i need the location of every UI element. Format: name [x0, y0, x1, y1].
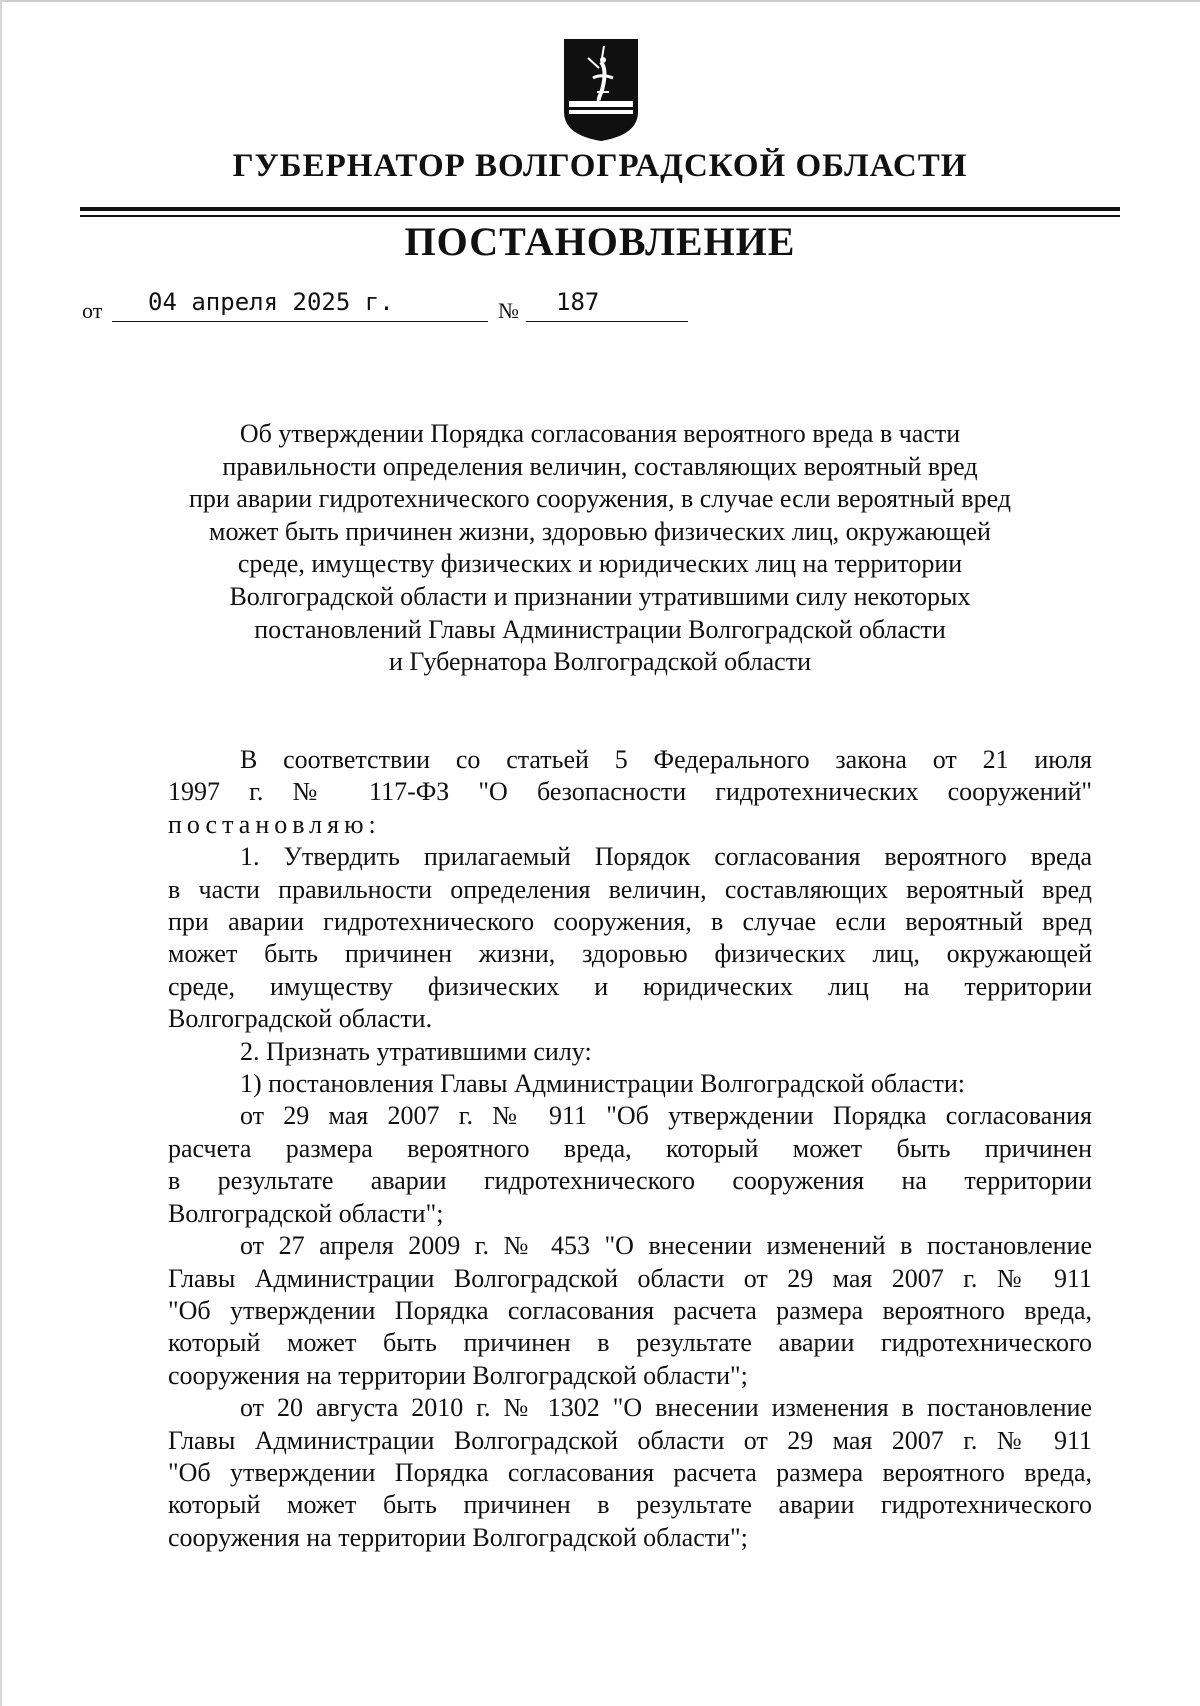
heading-line: и Губернатора Волгоградской области [389, 647, 811, 677]
body-line: в результате аварии гидротехнического сооружения на территории [168, 1166, 1092, 1196]
header-rule-thin [80, 215, 1120, 217]
body-line: "Об утверждении Порядка согласования расчета размера вероятного вреда, [168, 1295, 1092, 1325]
number-field-line [526, 321, 688, 322]
body-line: сооружения на территории Волгоградской области"; [168, 1360, 748, 1390]
body-line: Волгоградской области. [168, 1004, 433, 1034]
heading-line: может быть причинен жизни, здоровью физических лиц, окружающей [209, 516, 991, 546]
body-line: Главы Администрации Волгоградской области от 29 мая 2007 г. № 911 [168, 1263, 1092, 1293]
body-line: 2. Признать утратившими силу: [240, 1036, 592, 1066]
body-line: 1. Утвердить прилагаемый Порядок согласования вероятного вреда [240, 842, 1092, 872]
body-line: может быть причинен жизни, здоровью физических лиц, окружающей [168, 939, 1092, 969]
body-line: 1997 г. № 117-ФЗ "О безопасности гидротехнических сооружений" [168, 777, 1092, 807]
body-line: сооружения на территории Волгоградской области"; [168, 1522, 748, 1552]
body-line: расчета размера вероятного вреда, который может быть причинен [168, 1133, 1092, 1163]
body-line: от 20 августа 2010 г. № 1302 "О внесении изменения в постановление [240, 1393, 1092, 1423]
heading-line: Волгоградской области и признании утратившими силу некоторых [229, 581, 971, 611]
date-label: от [82, 298, 103, 323]
body-line: от 27 апреля 2009 г. № 453 "О внесении изменений в постановление [240, 1231, 1092, 1261]
document-heading [120, 418, 1080, 679]
body-line: среде, имуществу физических и юридических лиц на территории [168, 971, 1092, 1001]
heading-line: постановлений Главы Администрации Волгоградской области [254, 614, 946, 644]
body-line: в части правильности определения величин, составляющих вероятный вред [168, 874, 1092, 904]
body-line: Волгоградской области"; [168, 1198, 444, 1228]
body-line: при аварии гидротехнического сооружения, в случае если вероятный вред [168, 907, 1092, 937]
document-body [168, 744, 1092, 1554]
body-line: от 29 мая 2007 г. № 911 "Об утверждении Порядка согласования [240, 1101, 1092, 1131]
body-line: постановляю: [168, 809, 381, 839]
heading-line: при аварии гидротехнического сооружения, в случае если вероятный вред [188, 484, 1011, 514]
heading-line: Об утверждении Порядка согласования вероятного вреда в части [239, 419, 961, 448]
scan-edge-top [0, 0, 1200, 2]
organization-title: ГУБЕРНАТОР ВОЛГОГРАДСКОЙ ОБЛАСТИ [232, 148, 968, 184]
body-line: В соответствии со статьей 5 Федерального закона от 21 июля [240, 745, 1092, 774]
coat-of-arms-icon [563, 38, 639, 142]
date-field-line [112, 321, 488, 322]
number-label: № [498, 298, 519, 323]
header-rule-thick [80, 207, 1120, 211]
body-line: 1) постановления Главы Администрации Волгоградской области: [240, 1069, 965, 1099]
date-value: 04 апреля 2025 г. [148, 288, 394, 316]
body-line: Главы Администрации Волгоградской области от 29 мая 2007 г. № 911 [168, 1425, 1092, 1455]
body-line: "Об утверждении Порядка согласования расчета размера вероятного вреда, [168, 1457, 1092, 1487]
number-value: 187 [556, 288, 600, 316]
body-line: который может быть причинен в результате аварии гидротехнического [168, 1490, 1092, 1520]
document-type-title: ПОСТАНОВЛЕНИЕ [404, 219, 796, 264]
heading-line: среде, имуществу физических и юридических лиц на территории [237, 549, 963, 579]
heading-line: правильности определения величин, составляющих вероятный вред [222, 451, 978, 481]
body-line: который может быть причинен в результате аварии гидротехнического [168, 1328, 1092, 1358]
